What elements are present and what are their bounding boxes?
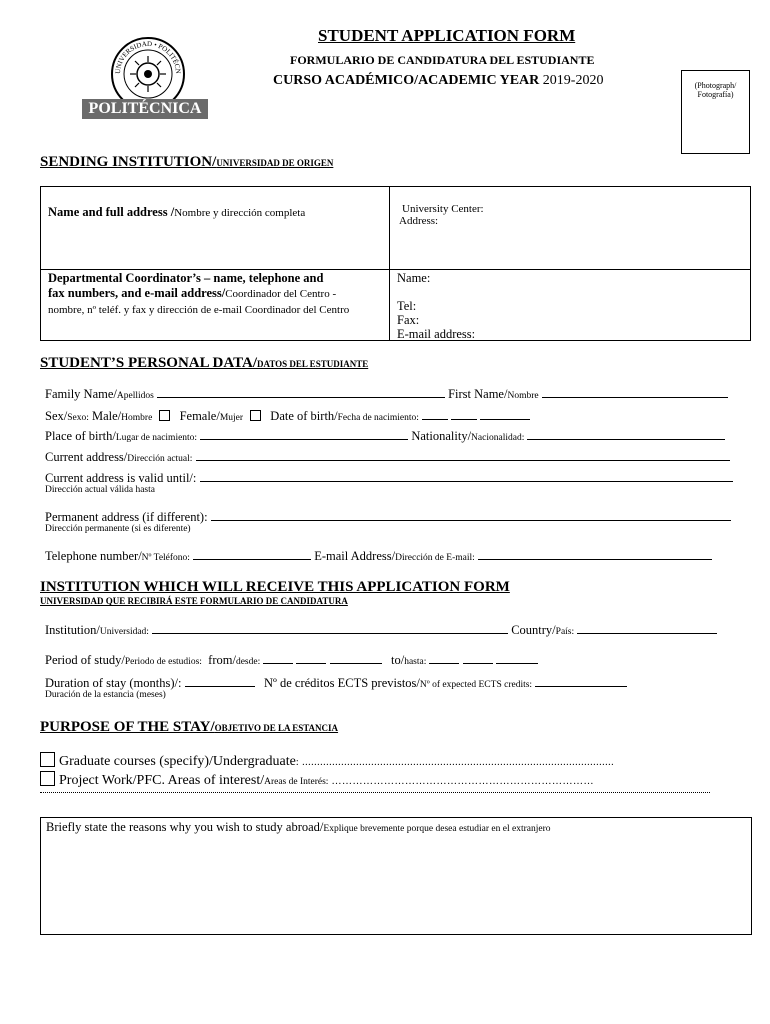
sex-dob-row: Sex/Sexo: Male/Hombre Female/Mujer Date of birth/Fecha de nacimiento:: [45, 409, 530, 424]
permanent-address-row[interactable]: Permanent address (if different):: [45, 510, 731, 525]
sending-table: [40, 186, 751, 341]
name-address-label: Name and full address /Nombre y dirección completa: [48, 205, 306, 219]
project-option[interactable]: Project Work/PFC. Areas of interest/Areas de Interés: …………………………………………………………………: [40, 771, 594, 789]
contact-row[interactable]: Telephone number/Nº Teléfono: E-mail Address/Dirección de E-mail:: [45, 549, 712, 564]
dotted-line: [40, 788, 710, 793]
receiving-heading-sub: UNIVERSIDAD QUE RECIBIRÁ ESTE FORMULARIO DE CANDIDATURA: [40, 596, 348, 606]
logo-politecnica: [82, 99, 208, 119]
coordinator-label: Departmental Coordinator’s – name, telephone and fax numbers, and e-mail address/Coordinador del Centro - nombre, nº teléf. y fax y dirección de e-mail Coordinador del Centro: [48, 271, 350, 316]
receiving-heading: INSTITUTION WHICH WILL RECEIVE THIS APPLICATION FORM: [40, 579, 510, 595]
photo-label-2: Fotografía): [697, 90, 734, 99]
valid-until-sub: Dirección actual válida hasta: [45, 485, 155, 495]
personal-heading: STUDENT’S PERSONAL DATA/DATOS DEL ESTUDIANTE: [40, 355, 369, 371]
reasons-label: Briefly state the reasons why you wish to study abroad/Explique brevemente porque desea estudiar en el extranjero: [46, 820, 551, 834]
permanent-address-sub: Dirección permanente (si es diferente): [45, 524, 191, 534]
sending-heading: [40, 154, 333, 171]
academic-year-value: 2019-2020: [542, 73, 604, 88]
dob-day[interactable]: [422, 419, 448, 420]
valid-until-row[interactable]: Current address is valid until/:: [45, 471, 733, 486]
birthplace-row[interactable]: Place of birth/Lugar de nacimiento: Nationality/Nacionalidad:: [45, 429, 725, 444]
institution-row[interactable]: Institution/Universidad: Country/País:: [45, 623, 717, 638]
project-checkbox[interactable]: [40, 771, 55, 786]
sending-heading-text: SENDING INSTITUTION/: [40, 154, 217, 170]
coordinator-fields[interactable]: [397, 271, 475, 341]
photo-box[interactable]: [681, 70, 750, 154]
coordinator-email-field[interactable]: E-mail address:: [397, 327, 476, 341]
form-title: STUDENT APPLICATION FORM: [318, 26, 576, 45]
logo-text: POLITÉCNICA: [88, 100, 202, 117]
period-row[interactable]: Period of study/Periodo de estudios: from/desde: to/hasta:: [45, 653, 538, 668]
photo-label-1: (Photograph/: [694, 81, 737, 90]
male-checkbox[interactable]: [159, 410, 170, 421]
academic-year-prefix: CURSO ACADÉMICO/ACADEMIC YEAR: [273, 73, 540, 88]
purpose-heading: PURPOSE OF THE STAY/OBJETIVO DE LA ESTANCIA: [40, 719, 339, 735]
coordinator-tel-field[interactable]: Tel:: [397, 299, 417, 313]
graduate-checkbox[interactable]: [40, 752, 55, 767]
dob-year[interactable]: [480, 419, 530, 420]
duration-row[interactable]: Duration of stay (months)/: Nº de créditos ECTS previstos/Nº of expected ECTS credits:: [45, 676, 627, 691]
current-address-row[interactable]: Current address/Dirección actual:: [45, 450, 730, 465]
duration-sub: Duración de la estancia (meses): [45, 690, 166, 700]
coordinator-fax-field[interactable]: Fax:: [397, 313, 420, 327]
graduate-option[interactable]: Graduate courses (specify)/Undergraduate: ........................................................................................................: [40, 752, 614, 770]
university-center-field[interactable]: University Center: Address:: [399, 203, 484, 227]
seal-text: UNIVERSIDAD • POLITÉCN: [113, 39, 183, 75]
family-name-row[interactable]: Family Name/Apellidos First Name/Nombre: [45, 387, 728, 402]
female-checkbox[interactable]: [250, 410, 261, 421]
sending-heading-sub: UNIVERSIDAD DE ORIGEN: [216, 158, 334, 168]
coordinator-name-field[interactable]: Name:: [397, 271, 431, 285]
form-subtitle: FORMULARIO DE CANDIDATURA DEL ESTUDIANTE: [290, 53, 595, 67]
dob-month[interactable]: [451, 419, 477, 420]
reasons-box[interactable]: [40, 817, 752, 935]
academic-year: [273, 73, 603, 89]
